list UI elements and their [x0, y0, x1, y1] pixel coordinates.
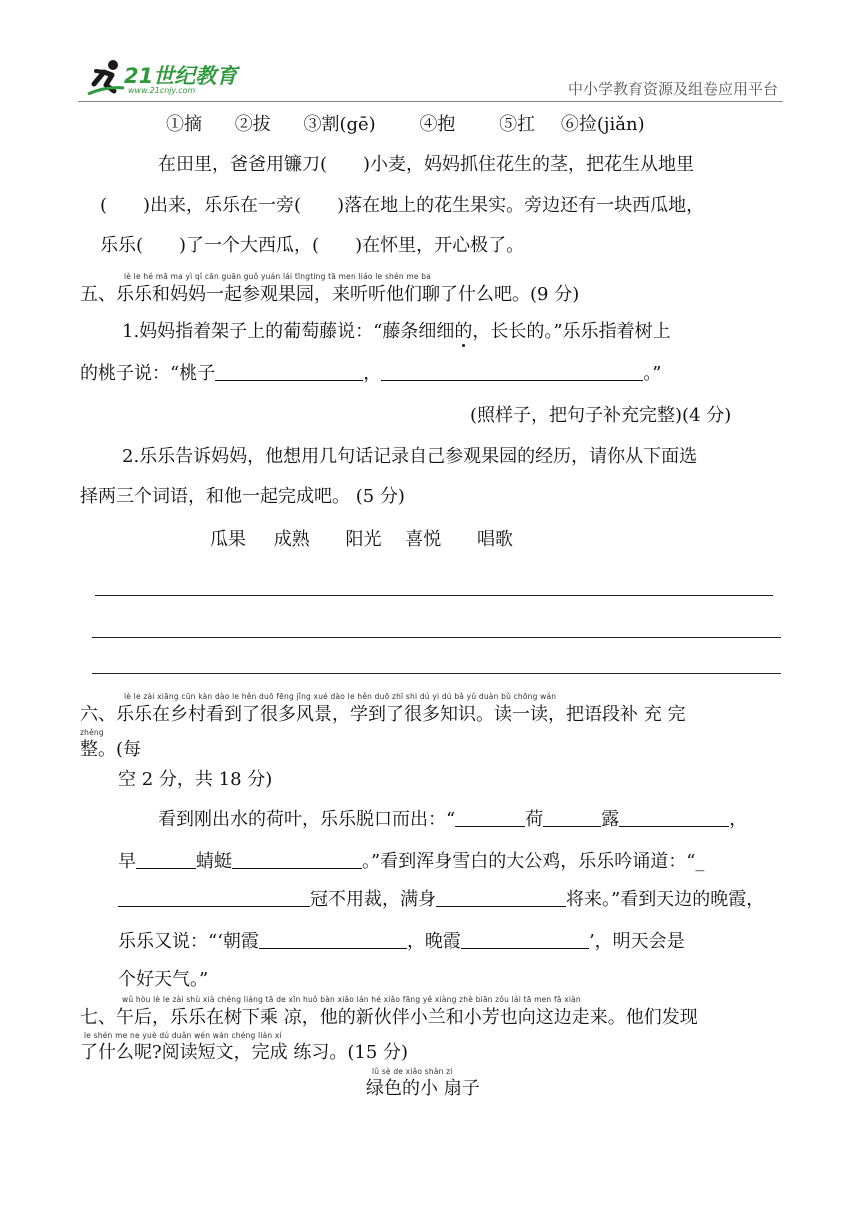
- passage-text: 早: [118, 851, 136, 872]
- option: ③割(gē): [303, 114, 376, 135]
- pinyin-annotation: zhěng: [80, 728, 104, 737]
- answer-blank[interactable]: [118, 888, 310, 907]
- header-divider: [78, 101, 783, 102]
- passage-text: 冠不用裁，满身: [310, 889, 436, 910]
- word-bank-item: 喜悦: [405, 529, 442, 550]
- sentence-2-line-2: 择两三个词语，和他一起完成吧。 (5 分): [80, 486, 405, 507]
- paragraph-line: 乐乐( )了一个大西瓜，( )在怀里，开心极了。: [100, 235, 525, 256]
- passage-text: 看到刚出水的荷叶，乐乐脱口而出：“: [158, 809, 456, 830]
- sentence-2-line-1: 2.乐乐告诉妈妈，他想用几句话记录自己参观果园的经历，请你从下面选: [122, 446, 698, 467]
- writing-line[interactable]: [92, 637, 781, 638]
- passage-text: 乐乐又说：“‘朝霞: [118, 931, 259, 952]
- passage-text: ’，明天会是: [588, 931, 685, 952]
- passage-text: 荷: [525, 809, 544, 830]
- sentence-text: 。”: [643, 363, 662, 384]
- story-title: 绿色的小 扇子: [366, 1078, 480, 1099]
- answer-blank[interactable]: [619, 808, 729, 827]
- writing-line[interactable]: [92, 673, 781, 674]
- answer-blank[interactable]: [461, 930, 589, 949]
- word-bank: [210, 528, 513, 552]
- option: ④抱: [419, 114, 456, 135]
- writing-line[interactable]: [95, 595, 773, 596]
- sentence-text: 。”乐乐指着树上: [544, 321, 671, 342]
- logo: [86, 56, 256, 102]
- passage-line: [158, 808, 747, 832]
- passage-text: 。”看到浑身雪白的大公鸡，乐乐吟诵道：“_: [362, 851, 705, 872]
- sentence-1-line-1: [122, 320, 671, 344]
- option: ⑥捡(jiǎn): [560, 114, 645, 135]
- pinyin-annotation: lè le hé mā ma yì qǐ cān guān guǒ yuán lái tīngting tā men liáo le shén me ba: [124, 272, 432, 281]
- answer-blank[interactable]: [215, 362, 363, 381]
- option: ⑤扛: [499, 114, 536, 135]
- word-options: [166, 113, 645, 137]
- answer-blank[interactable]: [436, 888, 566, 907]
- logo-main-text: 21世纪教育: [124, 64, 238, 88]
- passage-line: [118, 930, 685, 954]
- instruction-hint: (照样子，把句子补充完整)(4 分): [470, 405, 732, 426]
- passage-text: 将来。”看到天边的晚霞，: [566, 889, 765, 910]
- passage-text: ，: [729, 809, 748, 830]
- logo-sub-text: www.21cnjy.com: [128, 86, 196, 95]
- passage-text: 露: [601, 809, 620, 830]
- answer-blank[interactable]: [232, 850, 362, 869]
- platform-name: 中小学教育资源及组卷应用平台: [567, 80, 778, 98]
- answer-blank[interactable]: [543, 808, 601, 827]
- pinyin-annotation: lǜ sè de xiǎo shàn zi: [372, 1067, 453, 1076]
- answer-blank[interactable]: [381, 362, 643, 381]
- question-score: 空 2 分，共 18 分): [118, 769, 273, 790]
- pinyin-annotation: lè le zài xiāng cūn kàn dào le hěn duō fēng jǐng xué dào le hěn duō zhī shi dú yi dú bǎ yǔ duàn bǔ chōng wán: [124, 692, 557, 701]
- word-bank-item: 成熟: [273, 529, 310, 550]
- answer-blank[interactable]: [455, 808, 525, 827]
- question-title: 六、乐乐在乡村看到了很多风景，学到了很多知识。读一读，把语段补 充 完: [80, 704, 686, 725]
- paragraph-line: ( )出来，乐乐在一旁( )落在地上的花生果实。旁边还有一块西瓜地，: [100, 195, 705, 216]
- option: ②拔: [234, 114, 271, 135]
- word-bank-item: 唱歌: [476, 529, 513, 550]
- paragraph-line: 在田里，爸爸用镰刀( )小麦，妈妈抓住花生的茎，把花生从地里: [158, 154, 695, 175]
- passage-line: [118, 850, 704, 874]
- question-title: 七、午后，乐乐在树下乘 凉，他的新伙伴小兰和小芳也向这边走来。他们发现: [80, 1007, 698, 1028]
- question-title-cont: 了什么呢?阅读短文，完成 练习。(15 分): [80, 1042, 409, 1063]
- passage-line: 个好天气。”: [118, 969, 209, 990]
- runner-icon: [86, 58, 126, 98]
- option: ①摘: [166, 114, 202, 135]
- answer-blank[interactable]: [259, 930, 407, 949]
- question-title-cont: 整。(每: [80, 739, 142, 760]
- sentence-text: 1.妈妈指着架子上的葡萄藤说：“: [122, 321, 383, 342]
- answer-blank[interactable]: [136, 850, 196, 869]
- dotted-emphasis: 藤条细细的，长长的: [382, 321, 545, 342]
- sentence-text: ，: [363, 363, 382, 384]
- pinyin-annotation: wǔ hòu lè le zài shù xià chéng liáng tā de xīn huǒ bàn xiǎo lán hé xiǎo fāng yě xiàng zhè biān zǒu lái tā men fā xiàn: [122, 995, 581, 1004]
- passage-line: [118, 888, 764, 912]
- question-title: 五、乐乐和妈妈一起参观果园，来听听他们聊了什么吧。(9 分): [80, 284, 580, 305]
- word-bank-item: 瓜果: [210, 529, 246, 550]
- sentence-1-line-2: [80, 362, 661, 386]
- passage-text: ，晚霞: [406, 931, 461, 952]
- sentence-text: 的桃子说：“桃子: [80, 363, 216, 384]
- pinyin-annotation: le shén me ne yuè dú duǎn wén wán chéng liàn xí: [84, 1031, 282, 1040]
- word-bank-item: 阳光: [345, 529, 382, 550]
- passage-text: 蜻蜓: [196, 851, 232, 872]
